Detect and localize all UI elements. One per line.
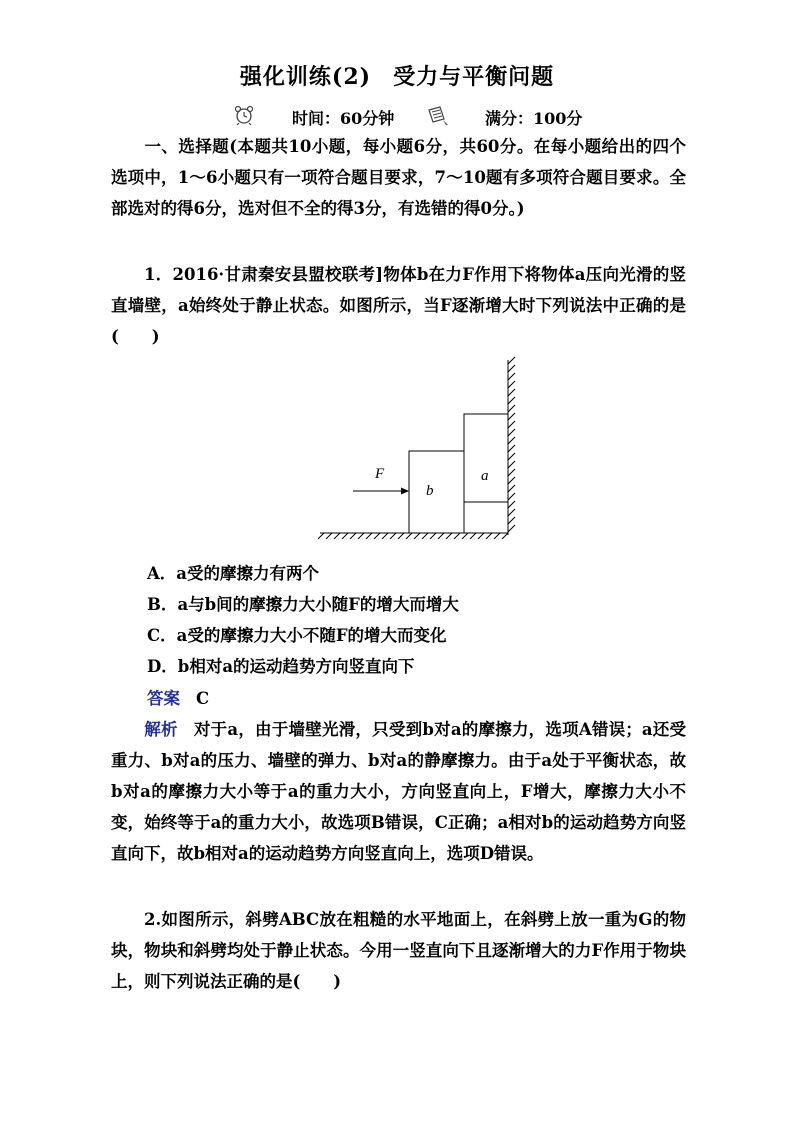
option-c[interactable]: C．a受的摩擦力大小不随F的增大而变化 (147, 626, 447, 645)
exam-time: 时间：60分钟 (292, 109, 395, 128)
question-1-stem: 1．2016·甘肃秦安县盟校联考]物体b在力F作用下将物体a压向光滑的竖直墙壁，a始终处于静止状态。如图所示，当F逐渐增大时下列说法中正确的是( ) (111, 265, 686, 346)
answer-value: C (196, 689, 210, 708)
option-b[interactable]: B．a与b间的摩擦力大小随F的增大而增大 (147, 595, 459, 614)
question-2-stem: 2.如图所示，斜劈ABC放在粗糙的水平地面上，在斜劈上放一重为G的物块，物块和斜劈均处于静止状态。今用一竖直向下且逐渐增大的力F作用于物块上，则下列说法正确的是( ) (111, 910, 686, 991)
section-intro: 一、选择题(本题共10小题，每小题6分，共60分。在每小题给出的四个选项中，1～6小题只有一项符合题目要求，7～10题有多项符合题目要求。全部选对的得6分，选对但不全的得3分，有选错的得0分。) (111, 137, 686, 218)
answer-line (147, 688, 209, 710)
analysis-label: 解析 (144, 720, 178, 739)
option-d[interactable]: D．b相对a的运动趋势方向竖直向下 (147, 657, 415, 676)
title-right: 受力与平衡问题 (393, 64, 555, 90)
page-title (0, 60, 794, 91)
exam-score: 满分：100分 (485, 109, 583, 128)
option-a[interactable]: A．a受的摩擦力有两个 (147, 564, 319, 583)
analysis-text: 对于a，由于墙壁光滑，只受到b对a的摩擦力，选项A错误；a还受重力、b对a的压力、墙壁的弹力、b对a的静摩擦力。由于a处于平衡状态，故b对a的摩擦力大小等于a的重力大小，方向竖直向上，F增大，摩擦力大小不变，始终等于a的重力大小，故选项B错误，C正确；a相对b的运动趋势方向竖直向下，故b相对a的运动趋势方向竖直向上，选项D错误。 (111, 720, 687, 863)
force-label: F (375, 466, 385, 482)
block-a-label: a (481, 468, 489, 484)
exam-meta (0, 104, 794, 128)
alarm-clock-icon (233, 104, 255, 126)
analysis (111, 714, 686, 869)
block-b-label: b (426, 483, 434, 499)
pencil-paper-icon (426, 104, 448, 126)
answer-label: 答案 (147, 689, 180, 708)
question-1-figure (318, 352, 528, 552)
title-left: 强化训练(2) (239, 64, 372, 90)
